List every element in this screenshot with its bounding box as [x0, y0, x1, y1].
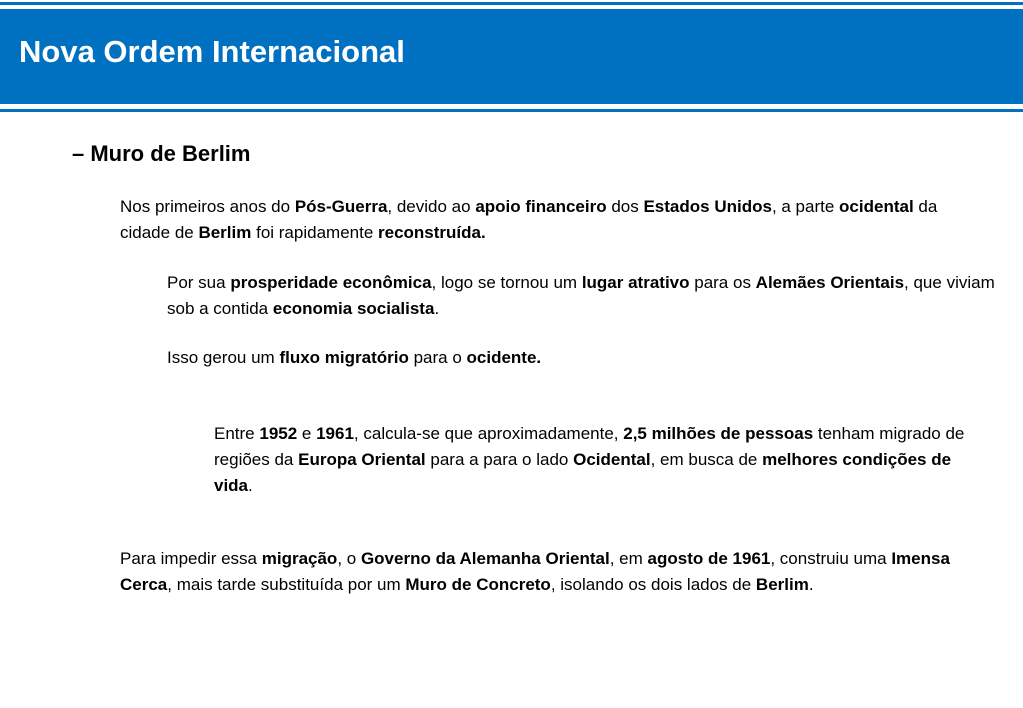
text-run: para os: [689, 273, 756, 292]
header-bottom-rule: [0, 109, 1023, 112]
bold-run: apoio financeiro: [475, 197, 607, 216]
text-run: e: [297, 424, 317, 443]
bold-run: Berlim: [198, 223, 252, 242]
text-run: , a parte: [771, 197, 840, 216]
text-run: Por sua: [167, 273, 231, 292]
text-run: .: [248, 476, 253, 495]
slide-title: Nova Ordem Internacional: [19, 34, 405, 69]
text-run: para a para o lado: [425, 450, 574, 469]
text-run: tenham migrado de regiões da: [214, 424, 965, 469]
bold-run: Governo da Alemanha Oriental: [360, 549, 610, 568]
text-run: , calcula-se que aproximadamente,: [353, 424, 624, 443]
bold-run: 2,5 milhões de pessoas: [623, 424, 814, 443]
bold-run: 1952: [259, 424, 298, 443]
text-run: para o: [408, 348, 467, 367]
bold-run: Estados Unidos: [643, 197, 772, 216]
bold-run: economia socialista: [272, 299, 435, 318]
bold-run: migração: [261, 549, 338, 568]
bold-run: fluxo migratório: [279, 348, 409, 367]
paragraph-prosperity: [167, 270, 997, 322]
paragraph-migration-stats: [214, 421, 994, 499]
bold-run: ocidente.: [466, 348, 542, 367]
bold-run: Berlim: [755, 575, 809, 594]
text-run: , logo se tornou um: [431, 273, 582, 292]
paragraph-post-war: [120, 194, 980, 246]
bold-run: Alemães Orientais: [755, 273, 905, 292]
text-run: Para impedir essa: [120, 549, 262, 568]
text-run: .: [434, 299, 440, 318]
bold-run: Imensa Cerca: [120, 549, 950, 594]
text-run: .: [808, 575, 814, 594]
text-run: , mais tarde substituída por um: [167, 575, 406, 594]
text-run: , que viviam sob a contida: [167, 273, 995, 318]
text-run: , o: [337, 549, 361, 568]
bold-run: melhores condições de vida: [214, 450, 952, 495]
text-run: Entre: [214, 424, 260, 443]
bold-run: Pós-Guerra: [294, 197, 388, 216]
paragraph-migration-flow: [167, 345, 997, 371]
text-run: foi rapidamente: [251, 223, 379, 242]
bold-run: Muro de Concreto: [405, 575, 551, 594]
text-run: dos: [606, 197, 644, 216]
bold-run: ocidental: [839, 197, 914, 216]
bold-run: Europa Oriental: [298, 450, 426, 469]
header-top-rule: [0, 2, 1023, 5]
text-run: , construiu uma: [770, 549, 892, 568]
bold-run: 1961: [316, 424, 354, 443]
bold-run: reconstruída.: [378, 223, 486, 242]
text-run: , em: [609, 549, 648, 568]
text-run: , devido ao: [387, 197, 476, 216]
bold-run: prosperidade econômica: [230, 273, 432, 292]
bold-run: Ocidental: [573, 450, 651, 469]
text-run: , em busca de: [650, 450, 763, 469]
section-heading: – Muro de Berlim: [72, 141, 251, 166]
bold-run: lugar atrativo: [581, 273, 690, 292]
bold-run: agosto de 1961: [647, 549, 771, 568]
text-run: Isso gerou um: [167, 348, 280, 367]
text-run: , isolando os dois lados de: [550, 575, 756, 594]
text-run: da cidade de: [120, 197, 938, 242]
text-run: Nos primeiros anos do: [120, 197, 295, 216]
paragraph-wall-construction: [120, 546, 1000, 598]
